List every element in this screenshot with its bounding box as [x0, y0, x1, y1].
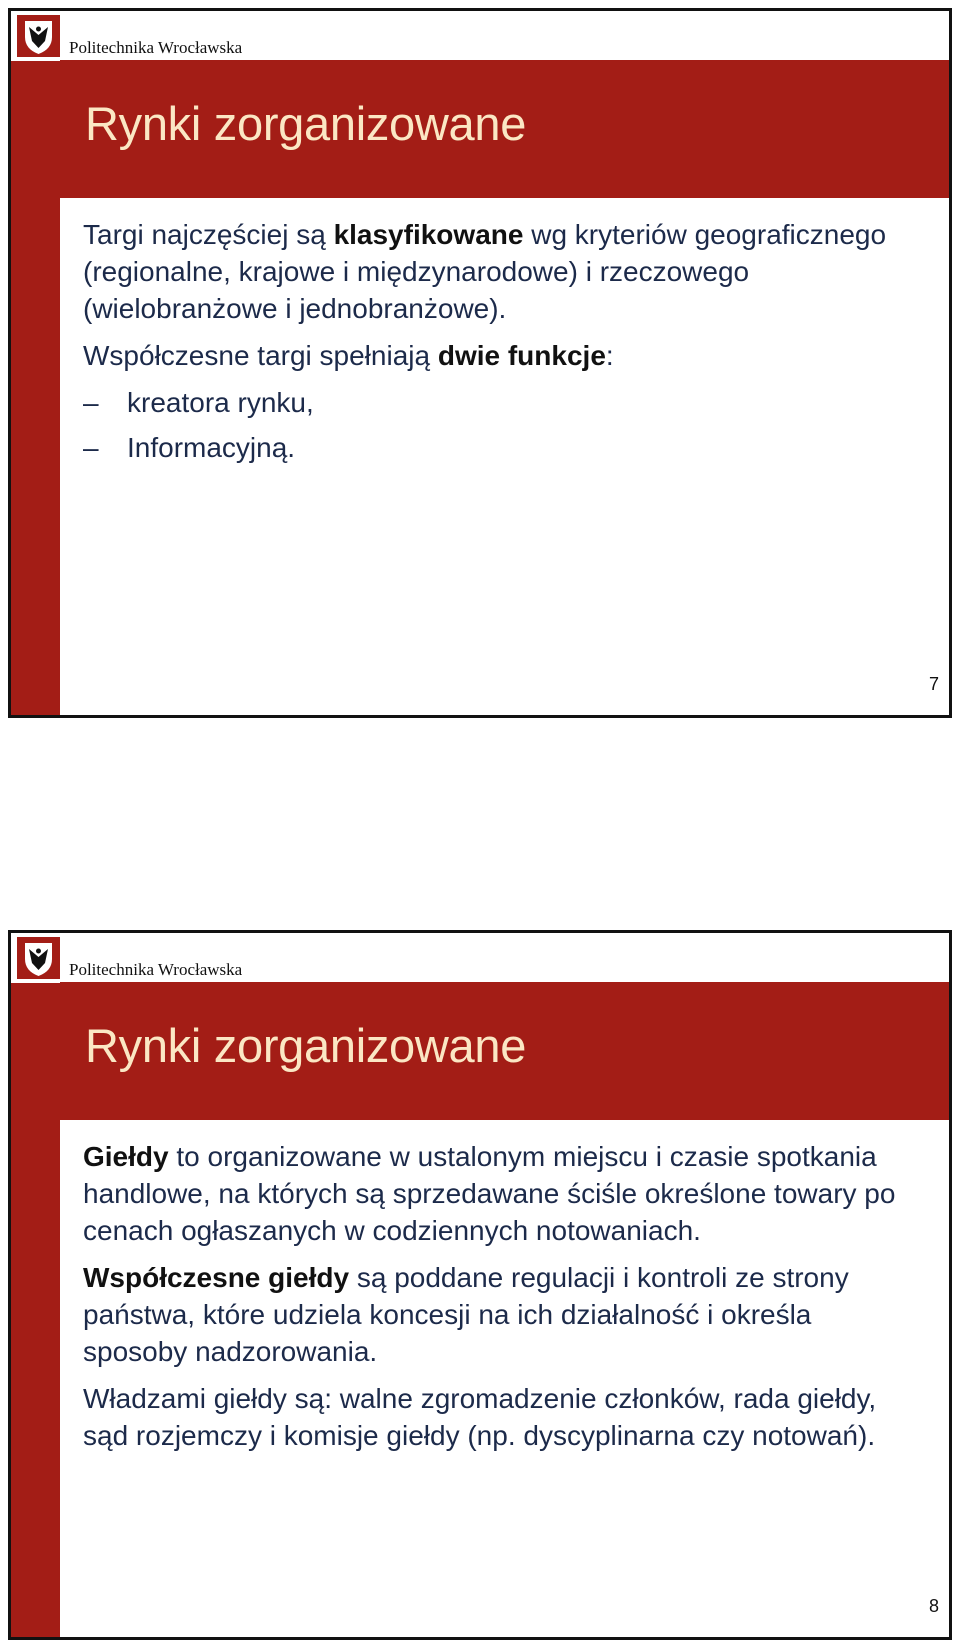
slide-8	[8, 930, 952, 1640]
bold-term: dwie funkcje	[437, 340, 606, 371]
page-number: 7	[928, 674, 939, 694]
paragraph	[83, 1138, 919, 1249]
brand-name: Politechnika Wrocławska	[69, 38, 243, 57]
bold-term: klasyfikowane	[333, 219, 524, 250]
slide-title: Rynki zorganizowane	[85, 1019, 527, 1072]
list-item-text: kreatora rynku,	[127, 387, 314, 418]
university-crest-icon	[17, 15, 60, 57]
university-crest-icon	[17, 937, 60, 979]
slide-title: Rynki zorganizowane	[85, 97, 527, 150]
left-accent-bar	[11, 61, 60, 715]
paragraph	[83, 216, 919, 327]
bold-term: Współczesne giełdy	[83, 1262, 350, 1293]
list-item	[83, 384, 919, 421]
slide-body	[83, 1138, 919, 1464]
left-accent-bar	[11, 983, 60, 1637]
text-run: Targi najczęściej są	[83, 219, 334, 250]
text-run: są poddane regulacji i kontroli ze strony państwa, które udziela koncesji na ich działalność i określa sposoby nadzorowania.	[83, 1262, 849, 1367]
page-number: 8	[928, 1596, 939, 1616]
paragraph	[83, 337, 919, 374]
slide-body	[83, 216, 919, 474]
bold-term: Giełdy	[83, 1141, 169, 1172]
list-item	[83, 429, 919, 466]
text-run: wg kryteriów geograficznego (regionalne, krajowe i międzynarodowe) i rzeczowego (wielobranżowe i jednobranżowe).	[83, 219, 887, 324]
paragraph: Władzami giełdy są: walne zgromadzenie członków, rada giełdy, sąd rozjemczy i komisje giełdy (np. dyscyplinarna czy notowań).	[83, 1383, 877, 1451]
slide-7	[8, 8, 952, 718]
text-run: Współczesne targi spełniają	[83, 340, 438, 371]
brand-name: Politechnika Wrocławska	[69, 960, 243, 979]
dash-bullet: –	[83, 387, 99, 418]
paragraph	[83, 1259, 919, 1370]
dash-bullet: –	[83, 432, 99, 463]
text-run: :	[605, 340, 614, 371]
text-run: to organizowane w ustalonym miejscu i czasie spotkania handlowe, na których są sprzedawane ściśle określone towary po cenach ogłaszanych w codziennych notowaniach.	[83, 1141, 896, 1246]
list-item-text: Informacyjną.	[127, 432, 296, 463]
